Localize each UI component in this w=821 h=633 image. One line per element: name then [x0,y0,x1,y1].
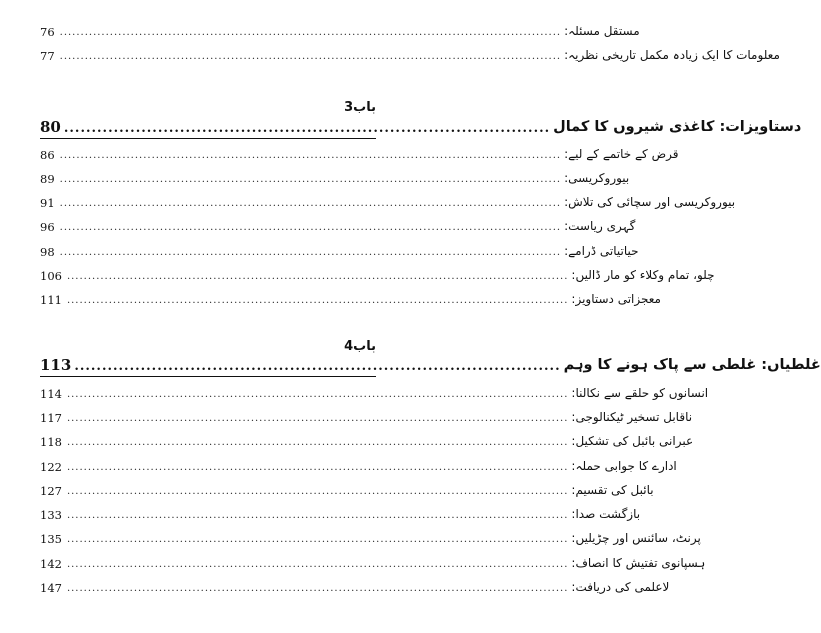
toc-entry[interactable] [40,45,780,63]
toc-page-number: 118 [40,435,62,449]
toc-entry[interactable] [40,168,630,186]
toc-entry[interactable] [40,241,639,259]
chapter-4-label: باب4 [344,339,376,354]
dot-leader: ........................................................................................................................ [59,198,562,209]
toc-entry-title: معجزاتی دستاویز: [571,292,661,306]
toc-page-number: 76 [40,25,55,39]
toc-entry[interactable] [40,265,715,283]
toc-entry-title: چلو، تمام وکلاء کو مار ڈالیں: [571,268,715,282]
toc-entry[interactable] [40,456,677,474]
toc-entry-title: لاعلمی کی دریافت: [571,580,670,594]
dot-leader: ........................................................................................................................ [66,559,569,570]
toc-page-number: 106 [40,269,62,283]
toc-entry-title: بائبل کی تقسیم: [571,483,654,497]
dot-leader: ........................................................................................................................ [59,174,562,185]
toc-entry-title: قرض کے خاتمے کے لیے: [564,147,679,161]
chapter-3-heading[interactable] [40,114,802,136]
toc-page-number: 89 [40,172,55,186]
toc-entry-title: ناقابل تسخیر ٹیکنالوجی: [571,410,693,424]
toc-page-number: 114 [40,387,62,401]
dot-leader: ........................................................................................................................ [66,510,569,521]
toc-page-number: 127 [40,484,62,498]
toc-entry-title: ہسپانوی تفتیش کا انصاف: [571,556,706,570]
toc-entry[interactable] [40,577,670,595]
dot-leader: ........................................................................................................................ [59,27,562,38]
chapter-3-page-number: 80 [40,118,61,136]
chapter-4-page-number: 113 [40,356,72,374]
chapter-3-title: دستاویزات: کاغذی شیروں کا کمال [553,119,802,135]
dot-leader: ........................................................................................................................ [66,462,569,473]
toc-entry[interactable] [40,192,736,210]
toc-entry-title: مستقل مسئلہ: [564,24,640,38]
toc-page-number: 96 [40,220,55,234]
dot-leader: ........................................................................................................................ [66,389,569,400]
toc-entry[interactable] [40,216,636,234]
toc-entry[interactable] [40,553,706,571]
toc-page-number: 98 [40,245,55,259]
toc-entry-title: بازگشت صدا: [571,507,641,521]
dot-leader: ........................................................................................................................ [66,295,569,306]
dot-leader: ........................................................................................................................ [59,51,562,62]
toc-entry-title: پرنٹ، سائنس اور چڑیلیں: [571,531,701,545]
toc-page-number: 133 [40,508,62,522]
toc-entry[interactable] [40,289,661,307]
toc-page-number: 77 [40,49,55,63]
toc-page-number: 111 [40,293,62,307]
toc-entry-title: حیاتیاتی ڈرامے: [564,244,639,258]
dot-leader: ........................................................................................................................ [59,150,562,161]
toc-page-number: 135 [40,532,62,546]
chapter-4-underline [40,376,376,377]
toc-page-number: 91 [40,196,55,210]
toc-entry[interactable] [40,504,641,522]
dot-leader: ........................................................................................................................ [66,437,569,448]
dot-leader: ........................................................................................................................ [66,583,569,594]
toc-entry[interactable] [40,480,654,498]
toc-page-number: 86 [40,148,55,162]
chapter-4-title: غلطیاں: غلطی سے پاک ہونے کا وہم [563,357,821,373]
toc-page-number: 122 [40,460,62,474]
toc-entry-title: عبرانی بائبل کی تشکیل: [571,434,694,448]
chapter-3-label: باب3 [344,100,376,115]
dot-leader: ........................................................................................ [63,121,551,136]
toc-page-number: 147 [40,581,62,595]
toc-page-number: 117 [40,411,62,425]
toc-entry[interactable] [40,431,694,449]
toc-entry-title: انسانوں کو حلقے سے نکالنا: [571,386,709,400]
toc-entry-title: معلومات کا ایک زیادہ مکمل تاریخی نظریہ: [564,48,780,62]
toc-entry[interactable] [40,144,679,162]
dot-leader: ........................................................................................................................ [66,271,569,282]
toc-entry-title: بیوروکریسی: [564,171,630,185]
dot-leader: ........................................................................................................................ [59,247,562,258]
toc-entry-title: بیوروکریسی اور سچائی کی تلاش: [564,195,736,209]
chapter-4-heading[interactable] [40,352,821,374]
toc-entry[interactable] [40,21,640,39]
dot-leader: ........................................................................................................................ [66,486,569,497]
dot-leader: ........................................................................................................................ [59,222,562,233]
toc-entry[interactable] [40,528,701,546]
toc-entry[interactable] [40,407,693,425]
dot-leader: ........................................................................................................................ [66,534,569,545]
toc-entry-title: گہری ریاست: [564,219,636,233]
toc-entry[interactable] [40,383,709,401]
toc-page-number: 142 [40,557,62,571]
chapter-3-underline [40,138,376,139]
dot-leader: ........................................................................................ [74,359,561,374]
dot-leader: ........................................................................................................................ [66,413,569,424]
toc-entry-title: ادارے کا جوابی حملہ: [571,459,677,473]
